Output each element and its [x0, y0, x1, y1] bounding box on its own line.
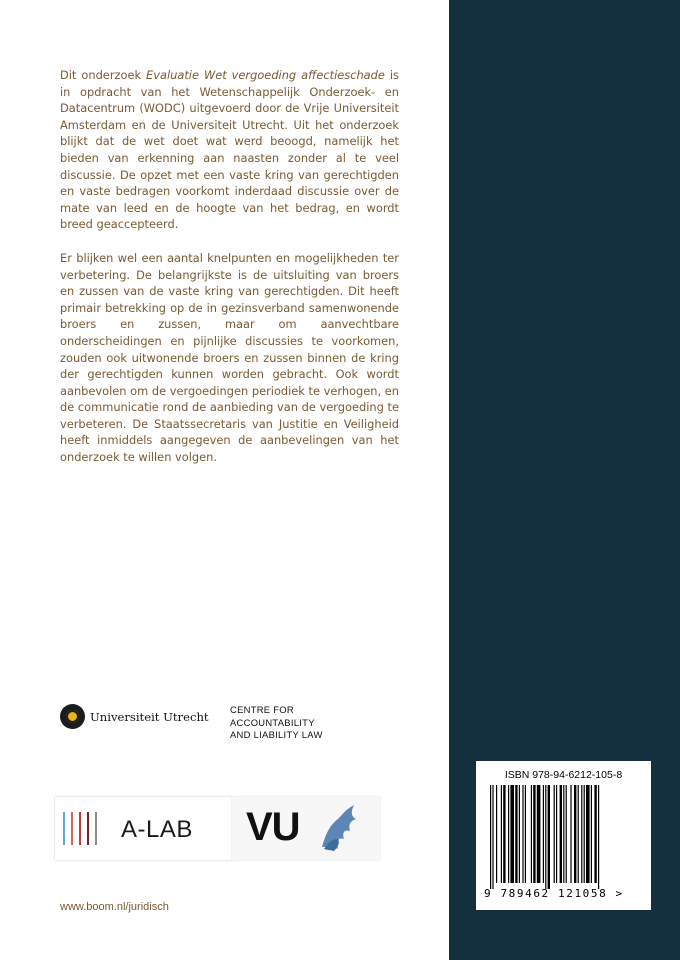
- calal-logo: CENTRE FOR ACCOUNTABILITY AND LIABILITY LAW: [230, 704, 323, 740]
- vu-logo: [232, 797, 380, 860]
- sun-seal-icon: [60, 704, 85, 729]
- alab-bar: [71, 812, 73, 845]
- alab-logo: [55, 797, 233, 860]
- isbn-barcode-block: [476, 761, 651, 910]
- alab-bar: [63, 812, 65, 845]
- vu-logo-text: VU: [246, 805, 300, 849]
- study-title: Evaluatie Wet vergoeding affectieschade: [146, 68, 385, 82]
- alab-bar: [79, 812, 81, 845]
- alab-bar: [87, 812, 89, 845]
- griffin-icon: [316, 803, 360, 855]
- blurb-paragraph-2: Er blijken wel een aantal knelpunten en mogelijkheden ter verbetering. De belangrijkste is de uitsluiting van broers en zussen van de vaste kring van gerechtigden. Dit heeft primair betrekking op de in gezinsverband samenwonende broers en zussen, maar om aanvechtbare onderscheidingen en pijnlijke discussies te voorkomen, zouden ook uitwonende broers en zussen binnen de kring der gerechtigden kunnen worden gebracht. Ook wordt aanbevolen om de vergoedingen periodiek te verhogen, en de communicatie rond de aanbieding van de vergoeding te verbeteren. De Staatssecretaris van Justitie en Veiligheid heeft inmiddels aangegeven de aanbevelingen van het onderzoek te willen volgen.: [60, 250, 399, 465]
- isbn-digits: 9 789462 121058 >: [484, 887, 624, 900]
- uu-logo-text: Universiteit Utrecht: [90, 709, 209, 724]
- isbn-label: ISBN 978-94-6212-105-8: [504, 769, 623, 781]
- uu-logo: [60, 704, 209, 729]
- alab-bar: [95, 812, 97, 845]
- back-cover-blurb: [60, 67, 399, 483]
- barcode: [490, 785, 638, 889]
- blurb-paragraph-1: Dit onderzoek Evaluatie Wet vergoeding affectieschade is in opdracht van het Wetenschappelijk Onderzoek- en Datacentrum (WODC) uitgevoerd door de Vrije Universiteit Amsterdam en de Universiteit Utrecht. Uit het onderzoek blijkt dat de wet doet wat werd beoogd, namelijk het bieden van erkenning aan naasten zonder al te veel discussie. De opzet met een vaste kring van gerechtigden en vaste bedragen voorkomt inderdaad discussie over de mate van leed en de hoogte van het bedrag, en wordt breed geaccepteerd.: [60, 68, 399, 232]
- alab-logo-text: A-LAB: [121, 816, 193, 843]
- publisher-url[interactable]: www.boom.nl/juridisch: [60, 901, 169, 913]
